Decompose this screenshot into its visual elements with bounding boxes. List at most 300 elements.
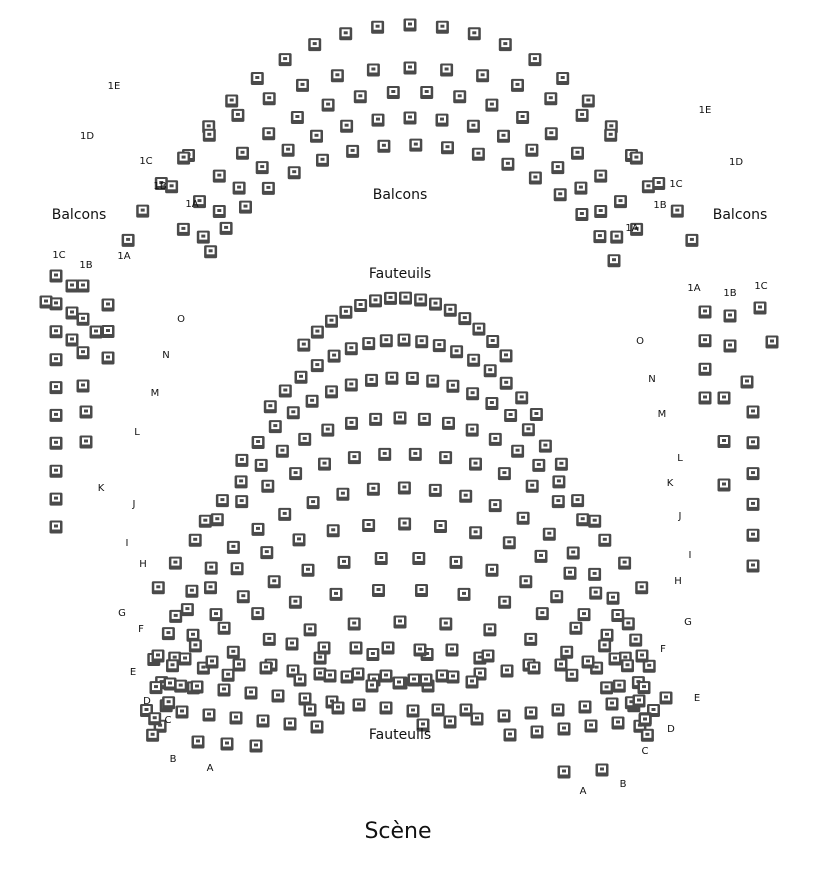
seat-icon[interactable] [218,684,231,697]
seat-icon[interactable] [503,536,516,549]
seat-icon[interactable] [576,109,589,122]
seat-icon[interactable] [50,409,63,422]
seat-icon[interactable] [146,729,159,742]
seat-icon[interactable] [77,380,90,393]
seat-icon[interactable] [40,296,53,309]
seat-icon[interactable] [467,120,480,133]
seat-icon[interactable] [747,498,760,511]
seat-icon[interactable] [352,668,365,681]
seat-icon[interactable] [382,642,395,655]
seat-icon[interactable] [50,353,63,366]
seat-icon[interactable] [66,334,79,347]
seat-icon[interactable] [747,467,760,480]
seat-icon[interactable] [77,346,90,359]
seat-icon[interactable] [378,448,391,461]
seat-icon[interactable] [345,342,358,355]
seat-icon[interactable] [414,644,427,657]
seat-icon[interactable] [50,493,63,506]
seat-icon[interactable] [230,712,243,725]
seat-icon[interactable] [525,144,538,157]
seat-icon[interactable] [169,610,182,623]
seat-icon[interactable] [311,721,324,734]
seat-icon[interactable] [588,568,601,581]
seat-icon[interactable] [472,323,485,336]
seat-icon[interactable] [372,584,385,597]
seat-icon[interactable] [531,726,544,739]
seat-icon[interactable] [613,680,626,693]
seat-icon[interactable] [484,364,497,377]
seat-icon[interactable] [354,299,367,312]
seat-icon[interactable] [102,299,115,312]
seat-icon[interactable] [289,467,302,480]
seat-icon[interactable] [747,436,760,449]
seat-icon[interactable] [316,154,329,167]
seat-icon[interactable] [442,417,455,430]
seat-icon[interactable] [528,662,541,675]
seat-icon[interactable] [498,467,511,480]
seat-icon[interactable] [610,231,623,244]
seat-icon[interactable] [279,53,292,66]
seat-icon[interactable] [551,161,564,174]
seat-icon[interactable] [485,397,498,410]
seat-icon[interactable] [436,114,449,127]
seat-icon[interactable] [754,302,767,315]
seat-icon[interactable] [291,111,304,124]
seat-icon[interactable] [699,392,712,405]
seat-icon[interactable] [197,231,210,244]
seat-icon[interactable] [164,678,177,691]
seat-icon[interactable] [205,562,218,575]
seat-icon[interactable] [500,377,513,390]
seat-icon[interactable] [189,534,202,547]
seat-icon[interactable] [604,129,617,142]
seat-icon[interactable] [287,406,300,419]
seat-icon[interactable] [500,349,513,362]
seat-icon[interactable] [288,166,301,179]
seat-icon[interactable] [50,325,63,338]
seat-icon[interactable] [80,406,93,419]
seat-icon[interactable] [225,95,238,108]
seat-icon[interactable] [192,736,205,749]
seat-icon[interactable] [272,690,285,703]
seat-icon[interactable] [384,292,397,305]
seat-icon[interactable] [255,459,268,472]
seat-icon[interactable] [718,435,731,448]
seat-icon[interactable] [348,618,361,631]
seat-icon[interactable] [206,656,219,669]
seat-icon[interactable] [501,665,514,678]
seat-icon[interactable] [511,79,524,92]
seat-icon[interactable] [519,575,532,588]
seat-icon[interactable] [148,712,161,725]
seat-icon[interactable] [185,585,198,598]
seat-icon[interactable] [377,140,390,153]
seat-icon[interactable] [365,374,378,387]
seat-icon[interactable] [189,639,202,652]
seat-icon[interactable] [80,436,93,449]
seat-icon[interactable] [237,590,250,603]
seat-icon[interactable] [593,230,606,243]
seat-icon[interactable] [660,692,673,705]
seat-icon[interactable] [289,596,302,609]
seat-icon[interactable] [483,623,496,636]
seat-icon[interactable] [579,701,592,714]
seat-icon[interactable] [426,375,439,388]
seat-icon[interactable] [245,687,258,700]
seat-icon[interactable] [261,480,274,493]
seat-icon[interactable] [569,622,582,635]
seat-icon[interactable] [404,112,417,125]
seat-icon[interactable] [269,420,282,433]
seat-icon[interactable] [415,584,428,597]
seat-icon[interactable] [150,681,163,694]
seat-icon[interactable] [152,581,165,594]
seat-icon[interactable] [366,680,379,693]
seat-icon[interactable] [136,205,149,218]
seat-icon[interactable] [529,172,542,185]
seat-icon[interactable] [460,704,473,717]
seat-icon[interactable] [466,387,479,400]
seat-icon[interactable] [294,674,307,687]
seat-icon[interactable] [429,298,442,311]
seat-icon[interactable] [511,445,524,458]
seat-icon[interactable] [560,646,573,659]
seat-icon[interactable] [404,19,417,32]
seat-icon[interactable] [747,406,760,419]
seat-icon[interactable] [608,254,621,267]
seat-icon[interactable] [166,659,179,672]
seat-icon[interactable] [564,567,577,580]
seat-icon[interactable] [264,400,277,413]
seat-icon[interactable] [227,646,240,659]
seat-icon[interactable] [589,587,602,600]
seat-icon[interactable] [235,495,248,508]
seat-icon[interactable] [526,480,539,493]
seat-icon[interactable] [369,294,382,307]
seat-icon[interactable] [671,205,684,218]
seat-icon[interactable] [181,603,194,616]
seat-icon[interactable] [446,644,459,657]
seat-icon[interactable] [415,335,428,348]
seat-icon[interactable] [257,715,270,728]
seat-icon[interactable] [571,494,584,507]
seat-icon[interactable] [532,459,545,472]
seat-icon[interactable] [304,704,317,717]
seat-icon[interactable] [231,562,244,575]
seat-icon[interactable] [441,141,454,154]
seat-icon[interactable] [204,245,217,258]
seat-icon[interactable] [432,704,445,717]
seat-icon[interactable] [582,656,595,669]
seat-icon[interactable] [216,494,229,507]
seat-icon[interactable] [516,111,529,124]
seat-icon[interactable] [574,182,587,195]
seat-icon[interactable] [453,90,466,103]
seat-icon[interactable] [268,575,281,588]
seat-icon[interactable] [304,623,317,636]
seat-icon[interactable] [306,395,319,408]
seat-icon[interactable] [535,550,548,563]
seat-icon[interactable] [718,392,731,405]
seat-icon[interactable] [528,53,541,66]
seat-icon[interactable] [639,714,652,727]
seat-icon[interactable] [176,706,189,719]
seat-icon[interactable] [90,326,103,339]
seat-icon[interactable] [404,62,417,75]
seat-icon[interactable] [367,483,380,496]
seat-icon[interactable] [324,670,337,683]
seat-icon[interactable] [387,86,400,99]
seat-icon[interactable] [295,371,308,384]
seat-icon[interactable] [260,662,273,675]
seat-icon[interactable] [350,642,363,655]
seat-icon[interactable] [585,720,598,733]
seat-icon[interactable] [236,147,249,160]
seat-icon[interactable] [231,109,244,122]
seat-icon[interactable] [251,72,264,85]
seat-icon[interactable] [169,557,182,570]
seat-icon[interactable] [544,92,557,105]
seat-icon[interactable] [394,412,407,425]
seat-icon[interactable] [530,408,543,421]
seat-icon[interactable] [263,633,276,646]
seat-icon[interactable] [458,312,471,325]
seat-icon[interactable] [50,437,63,450]
seat-icon[interactable] [340,120,353,133]
seat-icon[interactable] [434,520,447,533]
seat-icon[interactable] [517,512,530,525]
seat-icon[interactable] [466,676,479,689]
seat-icon[interactable] [354,90,367,103]
seat-icon[interactable] [328,350,341,363]
seat-icon[interactable] [50,465,63,478]
seat-icon[interactable] [469,458,482,471]
seat-icon[interactable] [371,21,384,34]
seat-icon[interactable] [582,95,595,108]
seat-icon[interactable] [233,182,246,195]
seat-icon[interactable] [600,681,613,694]
seat-icon[interactable] [552,704,565,717]
seat-icon[interactable] [398,482,411,495]
seat-icon[interactable] [262,127,275,140]
seat-icon[interactable] [575,208,588,221]
seat-icon[interactable] [372,114,385,127]
seat-icon[interactable] [260,546,273,559]
seat-icon[interactable] [607,592,620,605]
seat-icon[interactable] [718,479,731,492]
seat-icon[interactable] [636,650,649,663]
seat-icon[interactable] [393,677,406,690]
seat-icon[interactable] [558,723,571,736]
seat-icon[interactable] [235,454,248,467]
seat-icon[interactable] [450,345,463,358]
seat-icon[interactable] [476,69,489,82]
seat-icon[interactable] [450,556,463,569]
seat-icon[interactable] [635,581,648,594]
seat-icon[interactable] [504,409,517,422]
seat-icon[interactable] [485,99,498,112]
seat-icon[interactable] [278,508,291,521]
seat-icon[interactable] [633,695,646,708]
seat-icon[interactable] [621,659,634,672]
seat-icon[interactable] [578,608,591,621]
seat-icon[interactable] [699,363,712,376]
seat-icon[interactable] [339,306,352,319]
seat-icon[interactable] [235,475,248,488]
seat-icon[interactable] [576,513,589,526]
seat-icon[interactable] [284,718,297,731]
seat-icon[interactable] [543,528,556,541]
seat-icon[interactable] [429,484,442,497]
seat-icon[interactable] [472,148,485,161]
seat-icon[interactable] [220,222,233,235]
seat-icon[interactable] [524,633,537,646]
seat-icon[interactable] [555,458,568,471]
seat-icon[interactable] [325,315,338,328]
seat-icon[interactable] [618,557,631,570]
seat-icon[interactable] [311,359,324,372]
seat-icon[interactable] [162,696,175,709]
seat-icon[interactable] [353,699,366,712]
seat-icon[interactable] [296,79,309,92]
seat-icon[interactable] [362,337,375,350]
seat-icon[interactable] [439,618,452,631]
seat-icon[interactable] [468,27,481,40]
seat-icon[interactable] [203,709,216,722]
seat-icon[interactable] [204,581,217,594]
seat-icon[interactable] [366,648,379,661]
seat-icon[interactable] [612,717,625,730]
seat-icon[interactable] [552,475,565,488]
seat-icon[interactable] [420,86,433,99]
seat-icon[interactable] [458,588,471,601]
seat-icon[interactable] [408,674,421,687]
seat-icon[interactable] [436,21,449,34]
seat-icon[interactable] [321,424,334,437]
seat-icon[interactable] [50,521,63,534]
seat-icon[interactable] [218,622,231,635]
seat-icon[interactable] [555,659,568,672]
seat-icon[interactable] [345,379,358,392]
seat-icon[interactable] [307,496,320,509]
seat-icon[interactable] [614,195,627,208]
seat-icon[interactable] [467,354,480,367]
seat-icon[interactable] [747,560,760,573]
seat-icon[interactable] [420,674,433,687]
seat-icon[interactable] [327,524,340,537]
seat-icon[interactable] [539,440,552,453]
seat-icon[interactable] [550,590,563,603]
seat-icon[interactable] [302,564,315,577]
seat-icon[interactable] [406,372,419,385]
seat-icon[interactable] [433,339,446,352]
seat-icon[interactable] [606,698,619,711]
seat-icon[interactable] [297,339,310,352]
seat-icon[interactable] [412,552,425,565]
seat-icon[interactable] [318,642,331,655]
seat-icon[interactable] [380,334,393,347]
seat-icon[interactable] [102,325,115,338]
seat-icon[interactable] [440,64,453,77]
seat-icon[interactable] [250,740,263,753]
seat-icon[interactable] [308,38,321,51]
seat-icon[interactable] [398,518,411,531]
seat-icon[interactable] [122,234,135,247]
seat-icon[interactable] [177,223,190,236]
seat-icon[interactable] [545,127,558,140]
seat-icon[interactable] [501,158,514,171]
seat-icon[interactable] [77,280,90,293]
seat-icon[interactable] [596,764,609,777]
seat-icon[interactable] [331,69,344,82]
seat-icon[interactable] [552,495,565,508]
seat-icon[interactable] [459,490,472,503]
seat-icon[interactable] [286,638,299,651]
seat-icon[interactable] [262,182,275,195]
seat-icon[interactable] [489,433,502,446]
seat-icon[interactable] [375,552,388,565]
seat-icon[interactable] [50,381,63,394]
seat-icon[interactable] [191,681,204,694]
seat-icon[interactable] [380,670,393,683]
seat-icon[interactable] [346,145,359,158]
seat-icon[interactable] [554,188,567,201]
seat-icon[interactable] [407,705,420,718]
seat-icon[interactable] [498,710,511,723]
seat-icon[interactable] [414,294,427,307]
seat-icon[interactable] [213,205,226,218]
seat-icon[interactable] [227,541,240,554]
seat-icon[interactable] [567,547,580,560]
seat-icon[interactable] [318,458,331,471]
seat-icon[interactable] [336,488,349,501]
seat-icon[interactable] [525,707,538,720]
seat-icon[interactable] [489,499,502,512]
seat-icon[interactable] [747,529,760,542]
seat-icon[interactable] [398,334,411,347]
seat-icon[interactable] [685,234,698,247]
seat-icon[interactable] [638,681,651,694]
seat-icon[interactable] [741,376,754,389]
seat-icon[interactable] [399,292,412,305]
seat-icon[interactable] [199,515,212,528]
seat-icon[interactable] [394,616,407,629]
seat-icon[interactable] [439,451,452,464]
seat-icon[interactable] [522,423,535,436]
seat-icon[interactable] [50,270,63,283]
seat-icon[interactable] [203,129,216,142]
seat-icon[interactable] [332,702,345,715]
seat-icon[interactable] [210,608,223,621]
seat-icon[interactable] [444,716,457,729]
seat-icon[interactable] [436,670,449,683]
seat-icon[interactable] [310,130,323,143]
seat-icon[interactable] [345,417,358,430]
seat-icon[interactable] [598,534,611,547]
seat-icon[interactable] [298,433,311,446]
seat-icon[interactable] [699,334,712,347]
seat-icon[interactable] [239,201,252,214]
seat-icon[interactable] [652,177,665,190]
seat-icon[interactable] [556,72,569,85]
seat-icon[interactable] [279,385,292,398]
seat-icon[interactable] [641,729,654,742]
seat-icon[interactable] [699,306,712,319]
seat-icon[interactable] [611,609,624,622]
seat-icon[interactable] [211,513,224,526]
seat-icon[interactable] [515,391,528,404]
seat-icon[interactable] [252,436,265,449]
